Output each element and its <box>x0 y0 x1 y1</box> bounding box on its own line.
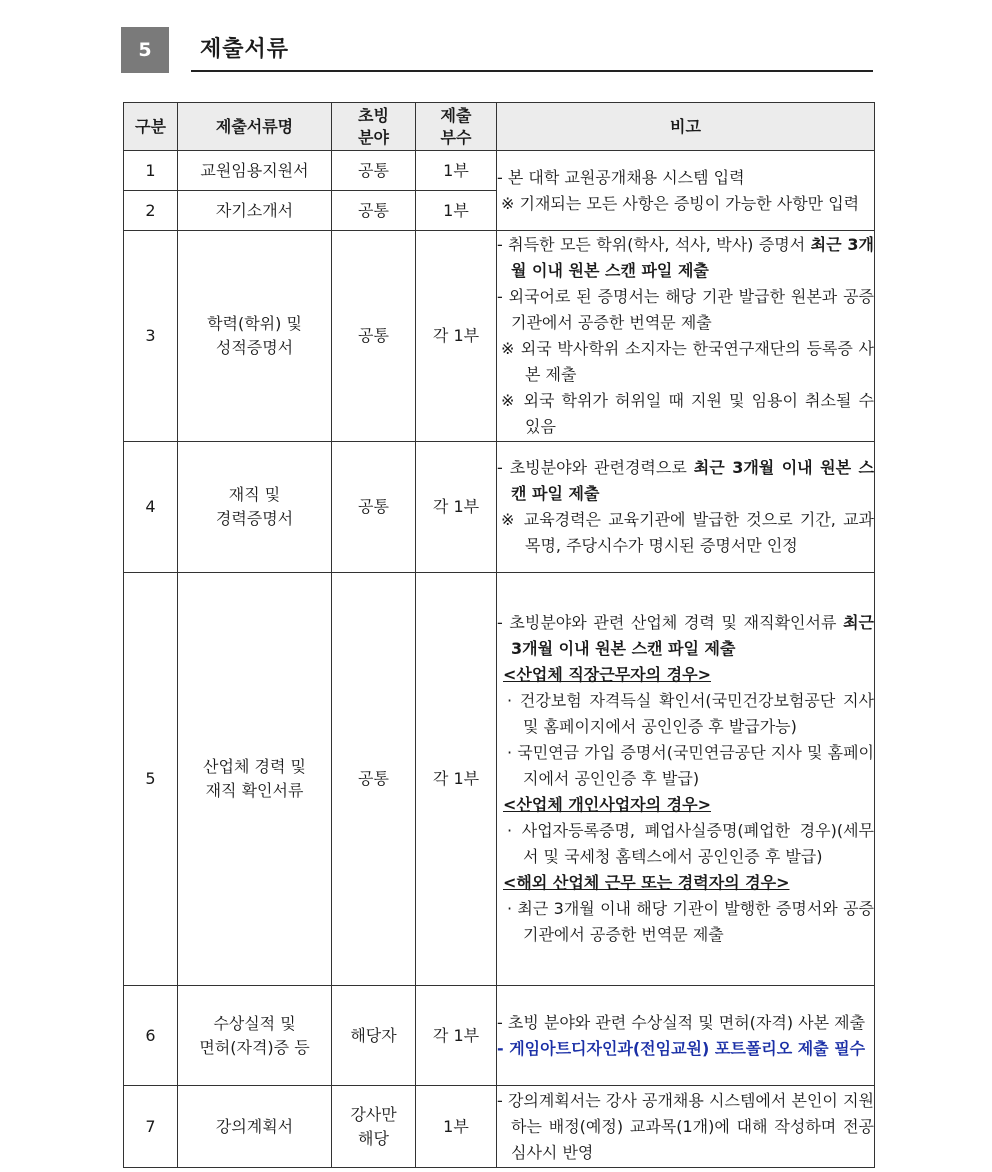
note-line: ※ 교육경력은 교육기관에 발급한 것으로 기간, 교과목명, 주당시수가 명시된 증명서만 인정 <box>501 510 874 555</box>
header-note: 비고 <box>497 103 875 151</box>
header-field: 초빙 분야 <box>332 103 416 151</box>
row-no: 6 <box>124 986 178 1086</box>
note-line: - 취득한 모든 학위(학사, 석사, 박사) 증명서 최근 3개월 이내 원본 스캔 파일 제출 <box>497 235 875 280</box>
row-field: 공통 <box>332 573 416 986</box>
doc-line: 수상실적 및 <box>213 1013 296 1033</box>
doc-line: 학력(학위) 및 <box>207 314 302 333</box>
row-copies: 1부 <box>416 151 497 191</box>
row-field: 공통 <box>332 191 416 231</box>
header-no: 구분 <box>124 103 178 151</box>
row-note <box>497 442 875 573</box>
table-row <box>124 442 875 573</box>
row-copies: 각 1부 <box>416 573 497 986</box>
row-note <box>497 986 875 1086</box>
doc-line: 경력증명서 <box>215 509 294 528</box>
note-line: - 강의계획서는 강사 공개채용 시스템에서 본인이 지원하는 배정(예정) 교과목(1개)에 대해 작성하며 전공 심사시 반영 <box>497 1090 874 1162</box>
table-row <box>124 1086 875 1168</box>
row-copies: 각 1부 <box>416 231 497 442</box>
note-line: - 초빙분야와 관련경력으로 최근 3개월 이내 원본 스캔 파일 제출 <box>497 458 874 503</box>
table-header-row <box>124 103 875 151</box>
row-doc <box>178 231 332 442</box>
section-number: 5 <box>121 27 169 73</box>
note-line: ※ 외국 학위가 허위일 때 지원 및 임용이 취소될 수 있음 <box>501 391 874 436</box>
note-line: · 사업자등록증명, 폐업사실증명(폐업한 경우)(세무서 및 국세청 홈텍스에서 공인인증 후 발급) <box>507 821 874 866</box>
row-doc <box>178 442 332 573</box>
note-line: - 초빙분야와 관련 산업체 경력 및 재직확인서류 최근 3개월 이내 원본 스캔 파일 제출 <box>497 613 874 658</box>
note-subheading: <해외 산업체 근무 또는 경력자의 경우> <box>503 873 790 892</box>
table-row <box>124 986 875 1086</box>
row-no: 3 <box>124 231 178 442</box>
row-no: 1 <box>124 151 178 191</box>
row-doc <box>178 573 332 986</box>
row-no: 7 <box>124 1086 178 1168</box>
row-no: 5 <box>124 573 178 986</box>
doc-line: 면허(자격)증 등 <box>199 1037 310 1057</box>
note-line: - 초빙 분야와 관련 수상실적 및 면허(자격) 사본 제출 <box>497 1012 866 1032</box>
row-field: 공통 <box>332 151 416 191</box>
note-line-highlight: - 게임아트디자인과(전임교원) 포트폴리오 제출 필수 <box>497 1038 866 1058</box>
section-underline <box>191 70 873 72</box>
row-field <box>332 1086 416 1168</box>
note-line: · 건강보험 자격득실 확인서(국민건강보험공단 지사 및 홈페이지에서 공인인증 후 발급가능) <box>507 691 874 736</box>
section-title: 제출서류 <box>200 37 290 62</box>
field-line: 강사만 <box>350 1104 397 1124</box>
doc-line: 성적증명서 <box>215 338 294 357</box>
row-copies: 각 1부 <box>416 986 497 1086</box>
note-line: ※ 외국 박사학위 소지자는 한국연구재단의 등록증 사본 제출 <box>501 339 874 384</box>
row-copies: 1부 <box>416 191 497 231</box>
note-line: · 최근 3개월 이내 해당 기관이 발행한 증명서와 공증기관에서 공증한 번역문 제출 <box>507 899 874 944</box>
row-field: 해당자 <box>332 986 416 1086</box>
note-line: - 외국어로 된 증명서는 해당 기관 발급한 원본과 공증기관에서 공증한 번역문 제출 <box>497 287 874 332</box>
note-line: - 본 대학 교원공개채용 시스템 입력 <box>497 167 745 187</box>
note-subheading: <산업체 직장근무자의 경우> <box>503 665 711 684</box>
doc-line: 산업체 경력 및 <box>203 757 306 776</box>
row-doc: 자기소개서 <box>178 191 332 231</box>
header-copies: 제출 부수 <box>416 103 497 151</box>
note-subheading: <산업체 개인사업자의 경우> <box>503 795 711 814</box>
row-copies: 각 1부 <box>416 442 497 573</box>
documents-table <box>123 102 875 1168</box>
row-note <box>497 151 875 231</box>
row-doc: 교원임용지원서 <box>178 151 332 191</box>
table-row <box>124 151 875 191</box>
doc-line: 재직 확인서류 <box>205 781 304 800</box>
note-line: ※ 기재되는 모든 사항은 증빙이 가능한 사항만 입력 <box>501 193 860 213</box>
row-note <box>497 231 875 442</box>
table-row <box>124 231 875 442</box>
header-doc: 제출서류명 <box>178 103 332 151</box>
row-copies: 1부 <box>416 1086 497 1168</box>
field-line: 해당 <box>358 1128 389 1148</box>
row-note <box>497 1086 875 1168</box>
note-line: · 국민연금 가입 증명서(국민연금공단 지사 및 홈페이지에서 공인인증 후 발급) <box>507 743 874 788</box>
row-doc <box>178 986 332 1086</box>
row-field: 공통 <box>332 231 416 442</box>
row-no: 2 <box>124 191 178 231</box>
doc-line: 재직 및 <box>228 485 281 504</box>
table-row <box>124 573 875 986</box>
row-note <box>497 573 875 986</box>
row-field: 공통 <box>332 442 416 573</box>
row-doc: 강의계획서 <box>178 1086 332 1168</box>
row-no: 4 <box>124 442 178 573</box>
